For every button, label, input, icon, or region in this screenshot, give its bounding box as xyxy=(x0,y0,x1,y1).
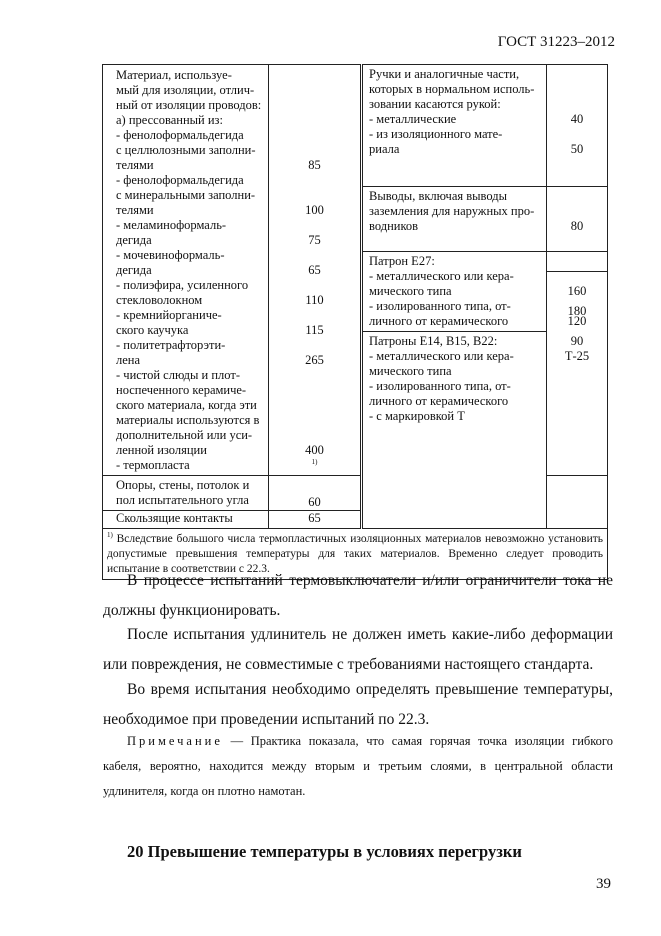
table-line: Патроны Е14, В15, В22: xyxy=(369,333,498,348)
table-line: носпеченного керамиче- xyxy=(116,383,247,397)
e27-label-list xyxy=(369,254,543,329)
table-value xyxy=(269,83,360,98)
table-line: - фенолоформальдегида xyxy=(116,173,244,187)
paragraph-2: После испытания удлинитель не должен иметь какие-либо деформации или повреждения, не совместимые с требованиями настоящего стандарта. xyxy=(103,626,613,673)
terminals-value-list xyxy=(547,189,607,234)
e27-value-cell xyxy=(547,251,608,475)
table-line: ленной изоляции xyxy=(116,443,207,457)
supports-value-cell: 60 xyxy=(269,476,362,511)
table-line: - изолированного типа, от- xyxy=(369,298,511,313)
table-line: - из изоляционного мате- xyxy=(369,127,503,141)
table-value xyxy=(269,143,360,158)
table-value: 110 xyxy=(305,293,324,307)
table-line: - фенолоформальдегида xyxy=(116,128,244,142)
table-value: Т-25 xyxy=(564,348,590,363)
supports-label-list xyxy=(116,478,265,508)
table-line: - мочевиноформаль- xyxy=(116,248,225,262)
table-value: 50 xyxy=(570,142,584,156)
note-text: — Практика показала, что самая горячая точка изоляции гибкого кабеля, вероятно, находится между вторым и третьим слоями, в центральной области удлинителя, когда он плотно намотан. xyxy=(103,734,614,798)
table-line: телями xyxy=(116,158,154,172)
table-line: - изолированного типа, от- xyxy=(369,378,511,393)
table-line: стекловолокном xyxy=(116,293,203,307)
table-line: Выводы, включая выводы xyxy=(369,189,508,204)
handles-value-cell xyxy=(547,65,608,187)
table-line: ный от изоляции проводов: xyxy=(116,98,262,112)
table-line: зовании касаются рукой: xyxy=(369,97,501,111)
table-value xyxy=(269,383,360,398)
note xyxy=(103,729,613,804)
table-value xyxy=(547,67,607,82)
page-number: 39 xyxy=(596,876,611,892)
table-line: дегида xyxy=(116,263,152,277)
table-line: личного от керамического xyxy=(369,393,509,408)
material-value-cell xyxy=(269,65,362,476)
table-line: - металлические xyxy=(369,112,457,126)
table-value xyxy=(269,308,360,323)
note-label: Примечание xyxy=(127,734,223,748)
table-line: личного от керамического xyxy=(369,313,509,328)
table-line: ского каучука xyxy=(116,323,189,337)
table-value: 180 xyxy=(567,303,587,318)
table-value xyxy=(547,127,607,142)
table-line: - меламиноформаль- xyxy=(116,218,227,232)
empty-right-cell xyxy=(362,476,547,529)
table-value: 40 xyxy=(570,112,584,126)
table-value xyxy=(269,398,360,413)
table-line: а) прессованный из: xyxy=(116,113,223,127)
table-line: ского материала, когда эти xyxy=(116,398,257,412)
handles-value-list xyxy=(547,67,607,156)
table-line: Патрон Е27: xyxy=(369,253,435,268)
handles-label-cell xyxy=(362,65,547,187)
table-value: 90 xyxy=(570,333,584,348)
table-value xyxy=(269,188,360,203)
table-value xyxy=(269,248,360,263)
table-value xyxy=(269,413,360,428)
table-line: - кремнийорганиче- xyxy=(116,308,222,322)
table-value: 100 xyxy=(305,203,324,217)
table-line: телями xyxy=(116,203,154,217)
table-line: Опоры, стены, потолок и xyxy=(116,478,250,492)
table-line: - металлического или кера- xyxy=(369,348,514,363)
table-line: - с маркировкой Т xyxy=(369,408,465,423)
table-value xyxy=(269,113,360,128)
table-value: 160 xyxy=(567,283,587,298)
table-line: - металлического или кера- xyxy=(369,268,514,283)
material-label-list xyxy=(116,68,265,473)
table-line: мического типа xyxy=(369,283,452,298)
table-value xyxy=(269,173,360,188)
table-line: мый для изоляции, отлич- xyxy=(116,83,255,97)
table-line: которых в нормальном исполь- xyxy=(369,82,535,96)
table-line: с целлюлозными заполни- xyxy=(116,143,256,157)
table-value xyxy=(547,189,607,204)
table-value: 80 xyxy=(570,219,584,234)
table-line: мического типа xyxy=(369,363,452,378)
handles-label-list xyxy=(369,67,543,157)
terminals-value-cell xyxy=(547,187,608,251)
table-line: дополнительной или уси- xyxy=(116,428,253,442)
table-value xyxy=(547,204,607,219)
material-value-list xyxy=(269,68,360,466)
other-socket-label-list xyxy=(369,334,543,424)
paragraph-3: Во время испытания необходимо определять превышение температуры, необходимое при проведении испытаний по 22.3. xyxy=(103,681,613,728)
table-value: 85 xyxy=(308,158,321,172)
contacts-value-cell: 65 xyxy=(269,511,362,529)
paragraph-1: В процессе испытаний термовыключатели и/или ограничители тока не должны функционировать. xyxy=(103,572,613,619)
table-value: 75 xyxy=(308,233,321,247)
table-line: - термопласта xyxy=(116,458,190,472)
contacts-label-cell: Скользящие контакты xyxy=(103,511,269,529)
table-value xyxy=(269,128,360,143)
table-value xyxy=(547,97,607,112)
table-line: дегида xyxy=(116,233,152,247)
standard-header: ГОСТ 31223–2012 xyxy=(497,34,615,50)
table-value xyxy=(269,98,360,113)
table-line: - полиэфира, усиленного xyxy=(116,278,249,292)
footnote-text: Вследствие большого числа термопластичных изоляционных материалов невозможно установить допустимые превышения температуры для таких материалов. Временно следует проводить испытание в соответствии с 22.3. xyxy=(107,533,603,575)
table-line: заземления для наружных про- xyxy=(369,204,535,219)
table-value xyxy=(269,218,360,233)
table-value: 115 xyxy=(305,323,324,337)
table-line: - политетрафторэти- xyxy=(116,338,226,352)
terminals-label-list xyxy=(369,189,543,234)
section-heading: 20 Превышение температуры в условиях перегрузки xyxy=(127,842,522,861)
table-line: Материал, используе- xyxy=(116,68,232,82)
material-label-cell xyxy=(103,65,269,476)
table-line: водников xyxy=(369,219,419,234)
table-line: с минеральными заполни- xyxy=(116,188,256,202)
table-line: пол испытательного угла xyxy=(116,493,249,507)
table-line: материалы используются в xyxy=(116,413,260,427)
table-line: риала xyxy=(369,142,400,156)
table-value xyxy=(547,82,607,97)
table-value: 400 xyxy=(305,443,324,457)
table-value xyxy=(269,278,360,293)
e27-label-cell xyxy=(362,251,547,475)
table-line: лена xyxy=(116,353,141,367)
table-value xyxy=(547,254,607,269)
table-value xyxy=(269,68,360,83)
temperature-rise-table xyxy=(102,64,608,580)
footnote-mark: 1) xyxy=(107,531,113,540)
terminals-label-cell xyxy=(362,187,547,251)
empty-right-value-cell xyxy=(547,476,608,529)
table-value: 65 xyxy=(308,263,321,277)
table-value xyxy=(269,368,360,383)
table-line: - чистой слюды и плот- xyxy=(116,368,240,382)
table-value xyxy=(269,428,360,443)
table-value xyxy=(269,338,360,353)
table-value: 120 xyxy=(567,313,587,328)
supports-label-cell xyxy=(103,476,269,511)
table-line: Ручки и аналогичные части, xyxy=(369,67,520,81)
table-value: 1) xyxy=(311,458,318,466)
table-value: 265 xyxy=(305,353,324,367)
